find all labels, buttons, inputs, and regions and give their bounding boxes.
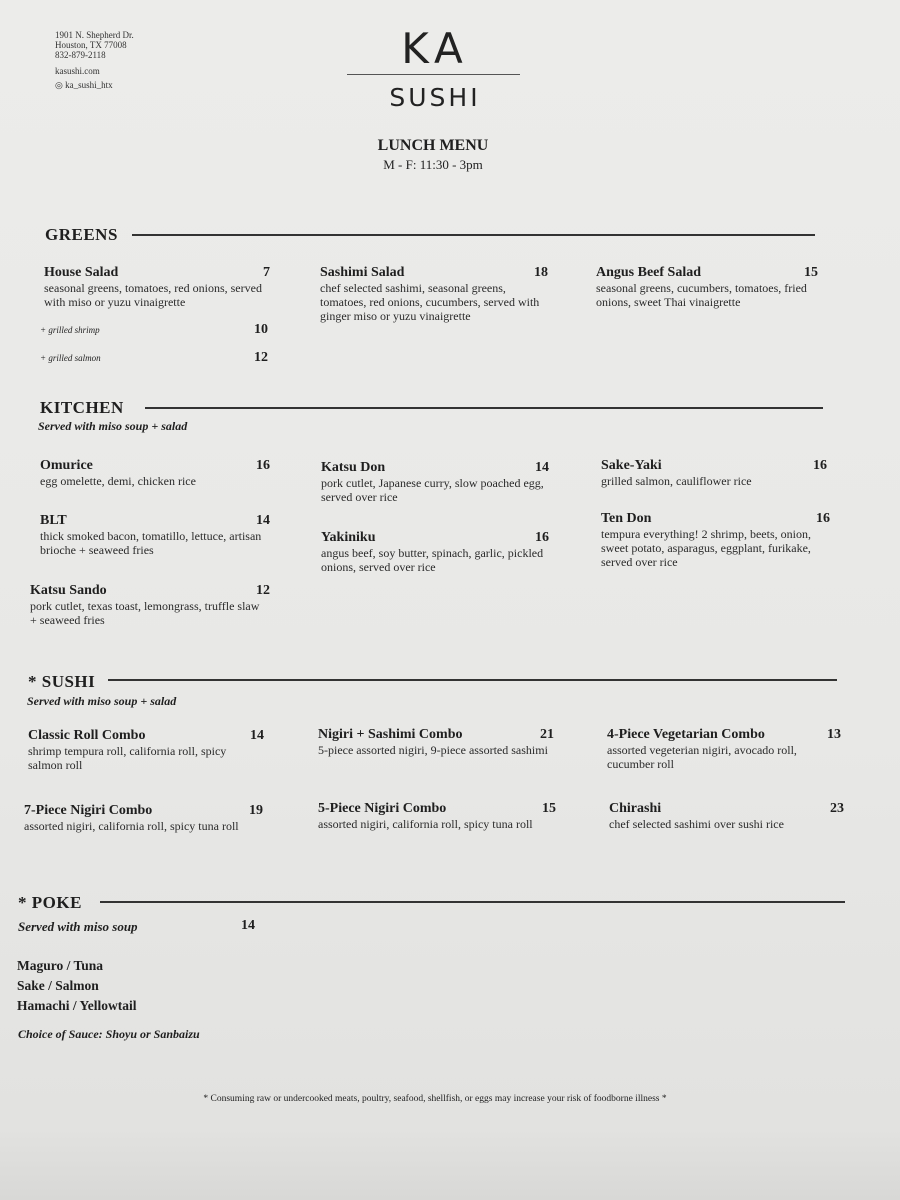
poke-subtitle: Served with miso soup: [18, 919, 138, 934]
item-description: tempura everything! 2 shrimp, beets, onion, sweet potato, asparagus, eggplant, furikake, served over rice: [601, 527, 811, 569]
menu-item: [609, 801, 844, 831]
greens-divider: [132, 234, 815, 236]
item-price: 15: [542, 801, 556, 816]
item-price: 21: [540, 727, 554, 742]
kitchen-heading: KITCHEN: [40, 398, 124, 417]
item-name: Classic Roll Combo: [28, 728, 146, 743]
item-description: assorted vegeterian nigiri, avocado roll, cucumber roll: [607, 743, 797, 771]
item-name: Katsu Don: [321, 460, 386, 475]
address-line-1: 1901 N. Shepherd Dr.: [55, 30, 134, 40]
menu-item: [24, 803, 263, 833]
instagram-icon: ◎: [55, 80, 66, 90]
item-price: 14: [250, 728, 264, 743]
item-price: 18: [534, 265, 548, 280]
item-name: BLT: [40, 513, 67, 528]
addon-price: 12: [254, 350, 268, 365]
poke-item: Maguro / Tuna: [17, 958, 104, 973]
item-price: 23: [830, 801, 844, 816]
item-name: Angus Beef Salad: [596, 265, 702, 280]
menu-item: [321, 530, 549, 574]
addon-grilled-shrimp: [40, 322, 268, 338]
item-price: 16: [256, 458, 270, 473]
item-name: Katsu Sando: [30, 583, 107, 598]
website: kasushi.com: [55, 66, 100, 76]
item-price: 13: [827, 727, 841, 742]
kitchen-divider: [145, 407, 823, 409]
poke-sauce-choice: Choice of Sauce: Shoyu or Sanbaizu: [18, 1027, 200, 1041]
addon-price: 10: [254, 322, 268, 337]
logo-sushi: SUSHI: [389, 83, 481, 112]
sushi-subtitle: Served with miso soup + salad: [27, 694, 177, 708]
item-price: 16: [816, 511, 830, 526]
poke-heading: * POKE: [18, 893, 82, 912]
item-description: seasonal greens, tomatoes, red onions, served with miso or yuzu vinaigrette: [44, 281, 262, 309]
item-price: 14: [256, 513, 270, 528]
menu-item: [318, 801, 556, 831]
menu-item: [601, 511, 830, 569]
menu-item: [44, 265, 270, 309]
menu-item: [321, 460, 549, 504]
item-price: 16: [535, 530, 549, 545]
item-description: chef selected sashimi over sushi rice: [609, 817, 784, 831]
item-price: 7: [263, 265, 270, 280]
menu-item: [40, 513, 270, 557]
item-name: 5-Piece Nigiri Combo: [318, 801, 447, 816]
item-price: 16: [813, 458, 827, 473]
item-description: seasonal greens, cucumbers, tomatoes, fried onions, sweet Thai vinaigrette: [596, 281, 807, 309]
addon-grilled-salmon: [40, 350, 268, 366]
item-description: 5-piece assorted nigiri, 9-piece assorted sashimi: [318, 743, 548, 757]
item-name: Ten Don: [601, 511, 652, 526]
sushi-divider: [108, 679, 837, 681]
contact-info: [55, 30, 134, 90]
addon-label: + grilled shrimp: [40, 325, 100, 335]
menu-item: [30, 583, 270, 627]
menu-item: [601, 458, 827, 488]
menu-item: [320, 265, 548, 323]
item-price: 15: [804, 265, 818, 280]
item-description: pork cutlet, Japanese curry, slow poached egg, served over rice: [321, 476, 544, 504]
menu-hours: M - F: 11:30 - 3pm: [383, 157, 483, 172]
item-description: angus beef, soy butter, spinach, garlic, pickled onions, served over rice: [321, 546, 544, 574]
addon-label: + grilled salmon: [40, 353, 101, 363]
address-line-2: Houston, TX 77008: [55, 40, 127, 50]
phone: 832-879-2118: [55, 50, 106, 60]
item-name: 7-Piece Nigiri Combo: [24, 803, 153, 818]
item-name: Yakiniku: [321, 530, 376, 545]
logo-divider: [347, 74, 520, 75]
item-description: assorted nigiri, california roll, spicy tuna roll: [24, 819, 239, 833]
food-safety-footnote: * Consuming raw or undercooked meats, poultry, seafood, shellfish, or eggs may increase your risk of foodborne illness *: [203, 1094, 667, 1104]
item-name: Nigiri + Sashimi Combo: [318, 727, 463, 742]
item-price: 14: [535, 460, 549, 475]
menu-item: [607, 727, 841, 771]
item-description: chef selected sashimi, seasonal greens, tomatoes, red onions, cucumbers, served with ginger miso or yuzu vinaigrette: [320, 281, 540, 323]
menu-item: [318, 727, 554, 757]
instagram-handle: ka_sushi_htx: [65, 80, 113, 90]
sushi-heading: * SUSHI: [28, 672, 96, 691]
item-description: grilled salmon, cauliflower rice: [601, 474, 752, 488]
poke-item: Sake / Salmon: [17, 978, 99, 993]
item-name: Omurice: [40, 458, 93, 473]
menu-item: [596, 265, 818, 309]
menu-item: [28, 728, 264, 772]
poke-divider: [100, 901, 845, 903]
item-name: 4-Piece Vegetarian Combo: [607, 727, 765, 742]
item-description: egg omelette, demi, chicken rice: [40, 474, 196, 488]
menu-item: [40, 458, 270, 488]
poke-item: Hamachi / Yellowtail: [17, 998, 137, 1013]
greens-heading: GREENS: [45, 225, 118, 244]
item-price: 12: [256, 583, 270, 598]
item-description: assorted nigiri, california roll, spicy tuna roll: [318, 817, 533, 831]
item-name: Sashimi Salad: [320, 265, 405, 280]
item-name: Chirashi: [609, 801, 662, 816]
item-name: House Salad: [44, 265, 119, 280]
menu-title: LUNCH MENU: [377, 137, 489, 154]
logo-ka: KA: [401, 24, 469, 73]
item-description: thick smoked bacon, tomatillo, lettuce, artisan brioche + seaweed fries: [40, 529, 262, 557]
item-description: shrimp tempura roll, california roll, spicy salmon roll: [28, 744, 227, 772]
item-description: pork cutlet, texas toast, lemongrass, truffle slaw + seaweed fries: [30, 599, 260, 627]
kitchen-subtitle: Served with miso soup + salad: [38, 419, 188, 433]
poke-price: 14: [241, 918, 255, 933]
item-price: 19: [249, 803, 263, 818]
item-name: Sake-Yaki: [601, 458, 662, 473]
